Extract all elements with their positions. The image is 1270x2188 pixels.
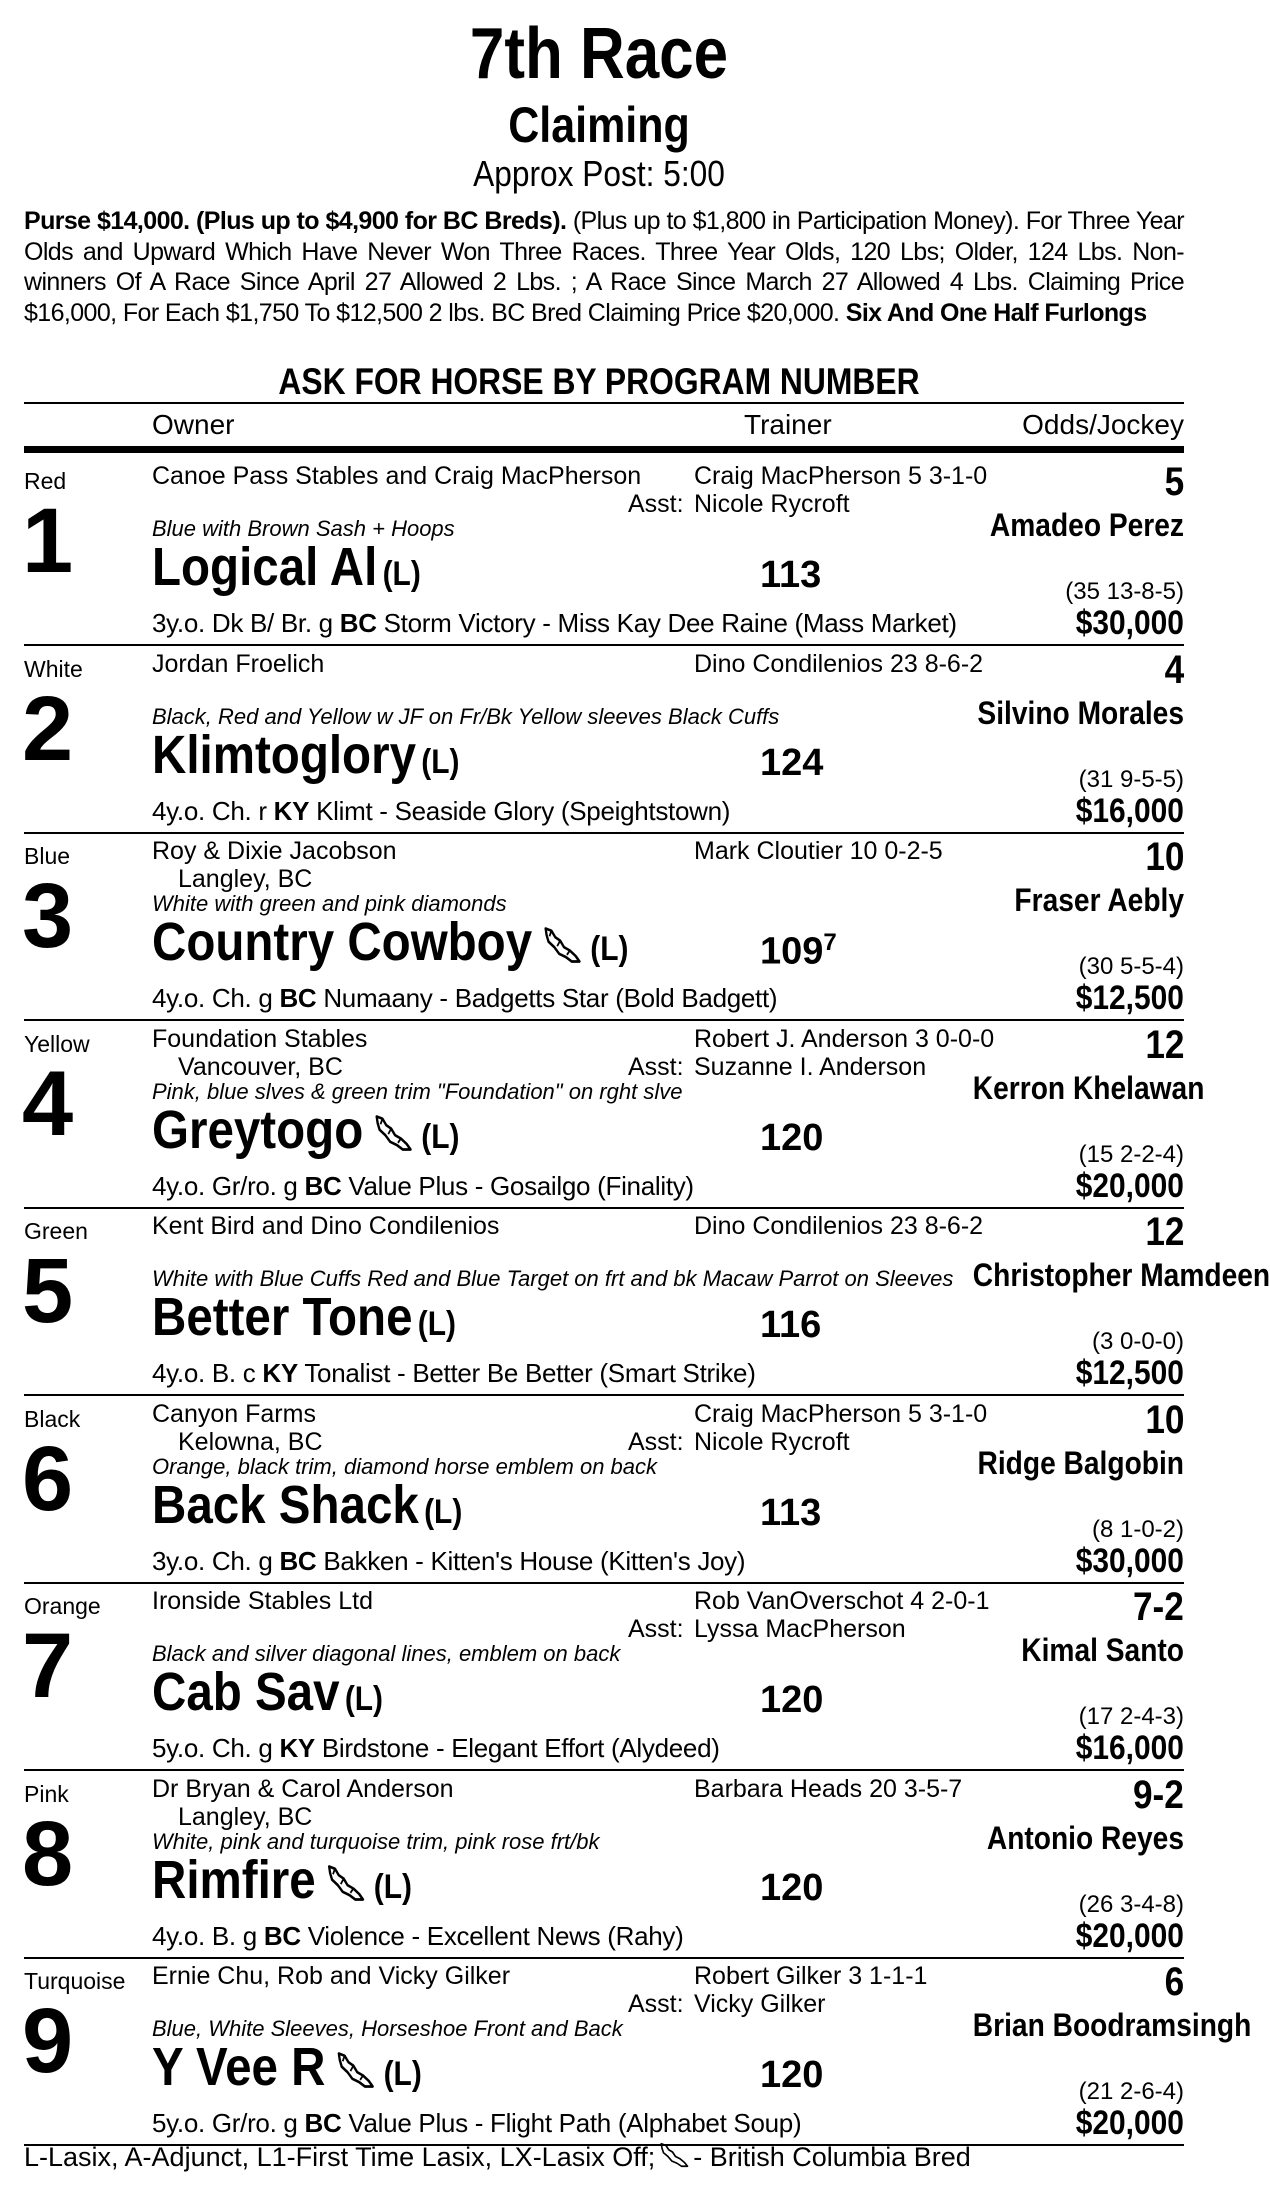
breeding-age-sex: 4y.o. Ch. r: [152, 796, 274, 826]
morning-line-odds: 5: [1164, 460, 1184, 504]
horse-name: [152, 2036, 422, 2105]
legend-text: L-Lasix, A-Adjunct, L1-First Time Lasix, LX-Lasix Off;: [24, 2142, 656, 2172]
bc-bred-icon: [543, 915, 582, 977]
breeding-pedigree: Numaany - Badgetts Star (Bold Badgett): [316, 983, 778, 1013]
program-number: 6: [22, 1428, 74, 1530]
medication-tag: (L): [344, 1680, 384, 1718]
race-title: 7th Race: [469, 14, 729, 94]
trainer: Dino Condilenios 23 8-6-2: [694, 1212, 984, 1240]
breeding-state: BC: [279, 1546, 317, 1576]
legend: [24, 2142, 971, 2175]
trainer: Craig MacPherson 5 3-1-0: [694, 462, 988, 490]
claiming-price: $16,000: [1075, 792, 1184, 830]
bc-bred-icon: [374, 1103, 413, 1165]
breeding-pedigree: Value Plus - Gosailgo (Finality): [341, 1171, 694, 1201]
claiming-price: $16,000: [1075, 1729, 1184, 1767]
silks-description: White with green and pink diamonds: [152, 891, 507, 916]
saddle-color: Black: [24, 1406, 81, 1432]
jockey: Brian Boodramsingh: [972, 2007, 1252, 2043]
jockey-record: (3 0-0-0): [1091, 1328, 1184, 1355]
owner-location: Langley, BC: [178, 1803, 313, 1831]
jockey-record: (8 1-0-2): [1091, 1516, 1184, 1543]
weight-value: 116: [760, 1304, 822, 1346]
program-number: 2: [22, 678, 74, 780]
owner-location: Kelowna, BC: [178, 1428, 323, 1456]
assistant-label: Asst:: [628, 1615, 684, 1643]
program-number: 5: [22, 1240, 74, 1342]
owner: Dr Bryan & Carol Anderson: [152, 1775, 454, 1803]
assistant-trainer: Nicole Rycroft: [694, 1428, 850, 1456]
breeding-state: KY: [279, 1733, 315, 1763]
jockey: Amadeo Perez: [989, 507, 1184, 543]
horse-name: [152, 1849, 412, 1918]
horse-name-text: Y Vee R: [152, 2037, 326, 2097]
weight-value: 120: [760, 2054, 824, 2096]
owner: Ironside Stables Ltd: [152, 1587, 373, 1615]
claiming-price: $12,500: [1075, 1354, 1184, 1392]
post-time: Approx Post: 5:00: [473, 153, 725, 194]
divider: [24, 402, 1184, 404]
breeding-pedigree: Birdstone - Elegant Effort (Alydeed): [314, 1733, 720, 1763]
horse-name: [152, 724, 460, 793]
weight-value: 113: [760, 1492, 822, 1534]
breeding-age-sex: 4y.o. B. g: [152, 1921, 264, 1951]
owner-location: Vancouver, BC: [178, 1053, 343, 1081]
silks-description: White, pink and turquoise trim, pink rose frt/bk: [152, 1829, 600, 1854]
morning-line-odds: 12: [1144, 1210, 1184, 1254]
breeding-line: [152, 2108, 801, 2139]
jockey-record: (15 2-2-4): [1078, 1141, 1184, 1168]
breeding-age-sex: 4y.o. Ch. g: [152, 983, 280, 1013]
breeding-age-sex: 4y.o. Gr/ro. g: [152, 1171, 305, 1201]
trainer: Robert J. Anderson 3 0-0-0: [694, 1025, 995, 1053]
breeding-line: [152, 1921, 683, 1952]
jockey: Kerron Khelawan: [972, 1070, 1205, 1106]
morning-line-odds: 9-2: [1133, 1773, 1184, 1817]
silks-description: Orange, black trim, diamond horse emblem on back: [152, 1454, 658, 1479]
breeding-state: BC: [263, 1921, 301, 1951]
conditions-text: (Plus up to $1,800 in Participation Money). For Three Year Olds and Upward Which Have Never Won Three Races. Three Year Olds, 120 Lbs; Older, 124 Lbs. Non-winners Of A Race Since April 27 Allowed 2 Lbs. ; A Race Since March 27 Allowed 4 Lbs. Claiming Price $16,000, For Each $1,750 To $12,500 2 lbs. BC Bred Claiming Price $20,000.: [24, 207, 1184, 327]
weight: [760, 1679, 823, 1722]
jockey-record: (17 2-4-3): [1078, 1703, 1184, 1730]
assistant-trainer: Suzanne I. Anderson: [694, 1053, 927, 1081]
medication-tag: (L): [373, 1868, 413, 1906]
program-number: 3: [22, 865, 74, 967]
medication-tag: (L): [421, 743, 460, 781]
jockey: Antonio Reyes: [986, 1820, 1184, 1856]
breeding-line: [152, 796, 730, 827]
breeding-line: [152, 1171, 694, 1202]
medication-tag: (L): [382, 555, 421, 593]
weight: [760, 1304, 821, 1347]
medication-tag: (L): [590, 930, 629, 968]
jockey-record: (30 5-5-4): [1078, 953, 1184, 980]
medication-tag: (L): [417, 1305, 456, 1343]
weight: [760, 929, 837, 974]
breeding-age-sex: 3y.o. Dk B/ Br. g: [152, 608, 340, 638]
silks-description: Black, Red and Yellow w JF on Fr/Bk Yellow sleeves Black Cuffs: [152, 704, 780, 729]
silks-description: White with Blue Cuffs Red and Blue Target on frt and bk Macaw Parrot on Sleeves: [152, 1266, 954, 1291]
saddle-color: Pink: [24, 1781, 69, 1807]
entry-3: [0, 831, 1198, 1019]
silks-description: Blue with Brown Sash + Hoops: [152, 516, 455, 541]
jockey-record: (35 13-8-5): [1065, 578, 1184, 605]
legend-bc-text: - British Columbia Bred: [693, 2142, 971, 2172]
saddle-color: Yellow: [24, 1031, 90, 1057]
header-rule: [24, 446, 1184, 453]
assistant-label: Asst:: [628, 490, 684, 518]
weight-value: 124: [760, 742, 824, 784]
medication-tag: (L): [424, 1493, 463, 1531]
program-number: 8: [22, 1803, 74, 1905]
entry-1: [0, 456, 1198, 644]
horse-name-text: Klimtoglory: [152, 725, 417, 785]
entry-2: [0, 644, 1198, 832]
program-number: 4: [22, 1053, 74, 1155]
breeding-age-sex: 5y.o. Ch. g: [152, 1733, 280, 1763]
breeding-line: [152, 1546, 745, 1577]
horse-name-text: Greytogo: [152, 1100, 364, 1160]
breeding-state: BC: [279, 983, 317, 1013]
jockey-record: (21 2-6-4): [1078, 2078, 1184, 2105]
trainer: Robert Gilker 3 1-1-1: [694, 1962, 928, 1990]
morning-line-odds: 12: [1144, 1023, 1184, 1067]
entry-8: [0, 1769, 1198, 1957]
breeding-line: [152, 1358, 756, 1389]
horse-name: [152, 911, 628, 980]
weight: [760, 554, 821, 597]
horse-name-text: Cab Sav: [152, 1662, 340, 1722]
owner: Kent Bird and Dino Condilenios: [152, 1212, 500, 1240]
breeding-line: [152, 983, 777, 1014]
assistant-label: Asst:: [628, 1053, 684, 1081]
ask-banner: ASK FOR HORSE BY PROGRAM NUMBER: [278, 361, 920, 402]
owner: Roy & Dixie Jacobson: [152, 837, 397, 865]
assistant-label: Asst:: [628, 1428, 684, 1456]
horse-name: [152, 1286, 456, 1355]
horse-name: [152, 536, 421, 605]
weight: [760, 1117, 823, 1160]
entry-4: [0, 1019, 1205, 1207]
trainer: Dino Condilenios 23 8-6-2: [694, 650, 984, 678]
silks-description: Black and silver diagonal lines, emblem on back: [152, 1641, 621, 1666]
horse-name: [152, 1474, 462, 1543]
program-number: 1: [22, 490, 74, 592]
claiming-price: $20,000: [1075, 2104, 1184, 2142]
trainer: Mark Cloutier 10 0-2-5: [694, 837, 943, 865]
horse-name-text: Better Tone: [152, 1287, 413, 1347]
assistant-trainer: Vicky Gilker: [694, 1990, 826, 2018]
breeding-age-sex: 5y.o. Gr/ro. g: [152, 2108, 305, 2138]
breeding-state: KY: [273, 796, 310, 826]
saddle-color: Turquoise: [24, 1968, 126, 1994]
horse-name-text: Rimfire: [152, 1850, 316, 1910]
jockey: Fraser Aebly: [1014, 882, 1184, 918]
weight-value: 109: [760, 930, 824, 973]
jockey-record: (26 3-4-8): [1078, 1891, 1184, 1918]
program-number: 9: [22, 1990, 74, 2092]
owner: Canoe Pass Stables and Craig MacPherson: [152, 462, 642, 490]
weight-value: 120: [760, 1117, 824, 1159]
assistant-label: Asst:: [628, 1990, 684, 2018]
morning-line-odds: 4: [1164, 648, 1184, 692]
assistant-trainer: Lyssa MacPherson: [694, 1615, 906, 1643]
owner: Ernie Chu, Rob and Vicky Gilker: [152, 1962, 511, 1990]
horse-name: [152, 1099, 460, 1168]
morning-line-odds: 7-2: [1133, 1585, 1184, 1629]
breeding-state: KY: [262, 1358, 298, 1388]
entry-5: [0, 1206, 1270, 1394]
morning-line-odds: 6: [1164, 1960, 1184, 2004]
trainer-column-header: Trainer: [744, 409, 832, 440]
saddle-color: White: [24, 656, 83, 682]
jockey: Christopher Mamdeen: [972, 1257, 1270, 1293]
entry-9: [0, 1956, 1252, 2144]
breeding-age-sex: 3y.o. Ch. g: [152, 1546, 280, 1576]
race-type: Claiming: [508, 97, 690, 153]
weight: [760, 1867, 823, 1910]
claiming-price: $20,000: [1075, 1917, 1184, 1955]
breeding-pedigree: Value Plus - Flight Path (Alphabet Soup): [341, 2108, 802, 2138]
owner: Foundation Stables: [152, 1025, 368, 1053]
breeding-line: [152, 608, 957, 639]
medication-tag: (L): [383, 2055, 422, 2093]
medication-tag: (L): [421, 1118, 460, 1156]
bc-bred-icon: [659, 2142, 689, 2175]
breeding-pedigree: Storm Victory - Miss Kay Dee Raine (Mass Market): [376, 608, 957, 638]
purse-text: Purse $14,000. (Plus up to $4,900 for BC Breds).: [24, 207, 567, 235]
jockey: Ridge Balgobin: [977, 1445, 1184, 1481]
trainer: Rob VanOverschot 4 2-0-1: [694, 1587, 990, 1615]
odds-jockey-column-header: Odds/Jockey: [1022, 409, 1184, 440]
breeding-state: BC: [339, 608, 377, 638]
saddle-color: Blue: [24, 843, 71, 869]
trainer: Craig MacPherson 5 3-1-0: [694, 1400, 988, 1428]
jockey: Kimal Santo: [1021, 1632, 1184, 1668]
weight-value: 120: [760, 1867, 824, 1909]
weight-value: 120: [760, 1679, 824, 1721]
morning-line-odds: 10: [1144, 835, 1184, 879]
owner-column-header: Owner: [152, 409, 235, 440]
apprentice-allowance: 7: [823, 929, 837, 956]
horse-name: [152, 1661, 383, 1730]
owner-location: Langley, BC: [178, 865, 313, 893]
breeding-state: BC: [304, 1171, 342, 1201]
breeding-line: [152, 1733, 720, 1764]
saddle-color: Orange: [24, 1593, 101, 1619]
claiming-price: $12,500: [1075, 979, 1184, 1017]
breeding-age-sex: 4y.o. B. c: [152, 1358, 263, 1388]
horse-name-text: Country Cowboy: [152, 912, 533, 972]
bc-bred-icon: [336, 2040, 375, 2102]
entry-6: [0, 1394, 1198, 1582]
race-conditions: [24, 206, 1184, 328]
owner: Jordan Froelich: [152, 650, 325, 678]
breeding-pedigree: Bakken - Kitten's House (Kitten's Joy): [316, 1546, 746, 1576]
silks-description: Pink, blue slves & green trim "Foundation" on rght slve: [152, 1079, 683, 1104]
claiming-price: $20,000: [1075, 1167, 1184, 1205]
bc-bred-icon: [326, 1853, 365, 1915]
horse-name-text: Back Shack: [152, 1475, 419, 1535]
breeding-pedigree: Klimt - Seaside Glory (Speightstown): [309, 796, 731, 826]
weight: [760, 2054, 823, 2097]
saddle-color: Green: [24, 1218, 88, 1244]
saddle-color: Red: [24, 468, 67, 494]
jockey: Silvino Morales: [977, 695, 1184, 731]
distance-text: Six And One Half Furlongs: [845, 298, 1147, 327]
weight: [760, 742, 823, 785]
jockey-record: (31 9-5-5): [1078, 766, 1184, 793]
program-number: 7: [22, 1615, 74, 1717]
entry-7: [0, 1581, 1198, 1769]
morning-line-odds: 10: [1144, 1398, 1184, 1442]
breeding-state: BC: [304, 2108, 342, 2138]
claiming-price: $30,000: [1075, 604, 1184, 642]
owner: Canyon Farms: [152, 1400, 316, 1428]
breeding-pedigree: Violence - Excellent News (Rahy): [300, 1921, 684, 1951]
horse-name-text: Logical Al: [152, 537, 378, 597]
breeding-pedigree: Tonalist - Better Be Better (Smart Strike): [297, 1358, 756, 1388]
assistant-trainer: Nicole Rycroft: [694, 490, 850, 518]
claiming-price: $30,000: [1075, 1542, 1184, 1580]
weight: [760, 1492, 821, 1535]
silks-description: Blue, White Sleeves, Horseshoe Front and Back: [152, 2016, 623, 2041]
weight-value: 113: [760, 554, 822, 596]
trainer: Barbara Heads 20 3-5-7: [694, 1775, 963, 1803]
